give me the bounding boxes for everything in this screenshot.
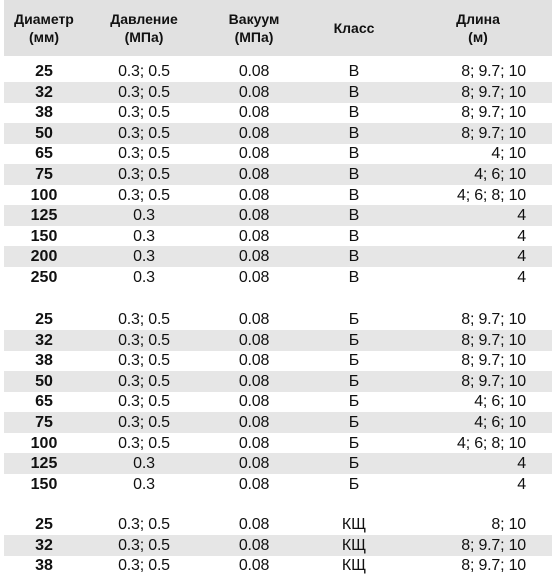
cell-class: Б [348, 331, 360, 349]
cell-diameter: 250 [30, 269, 58, 286]
cell-vacuum: 0.08 [238, 516, 270, 533]
cell-class: Б [348, 372, 360, 390]
table-row [4, 555, 552, 576]
cell-length: 8; 9.7; 10 [461, 331, 526, 349]
cell-diameter: 25 [35, 63, 53, 80]
cell-diameter: 32 [35, 536, 53, 554]
cell-diameter: 38 [35, 104, 53, 122]
cell-diameter: 38 [35, 352, 53, 370]
cell-length: 8; 9.7; 10 [461, 536, 526, 554]
cell-length: 8; 9.7; 10 [461, 83, 526, 101]
cell-diameter: 50 [35, 124, 53, 142]
header-diameter: Диаметр (мм) [14, 11, 74, 45]
cell-vacuum: 0.08 [238, 331, 270, 349]
table-row [4, 453, 552, 474]
cell-length: 8; 9.7; 10 [461, 557, 526, 575]
table-row [4, 164, 552, 185]
cell-vacuum: 0.08 [238, 434, 270, 452]
cell-pressure: 0.3; 0.5 [118, 104, 170, 122]
cell-vacuum: 0.08 [238, 104, 270, 122]
cell-length: 4; 6; 10 [474, 393, 526, 411]
cell-vacuum: 0.08 [238, 145, 270, 163]
cell-pressure: 0.3; 0.5 [118, 124, 170, 142]
cell-length: 4 [517, 269, 526, 286]
table-row [4, 226, 552, 247]
cell-class: В [348, 145, 360, 163]
cell-diameter: 25 [35, 516, 53, 533]
cell-length: 4 [517, 227, 526, 245]
cell-class: В [348, 269, 360, 286]
cell-diameter: 125 [30, 207, 58, 225]
table-row [4, 267, 552, 288]
cell-length: 8; 9.7; 10 [461, 311, 526, 328]
cell-pressure: 0.3 [133, 269, 155, 286]
cell-vacuum: 0.08 [238, 414, 270, 431]
cell-pressure: 0.3; 0.5 [118, 393, 170, 411]
cell-pressure: 0.3; 0.5 [118, 83, 170, 101]
table-row [4, 433, 552, 454]
cell-diameter: 32 [35, 331, 53, 349]
cell-length: 4 [517, 248, 526, 266]
cell-class: Б [348, 455, 360, 473]
cell-class: В [348, 104, 360, 122]
cell-vacuum: 0.08 [238, 207, 270, 225]
cell-class: КЩ [341, 557, 367, 575]
cell-vacuum: 0.08 [238, 186, 270, 204]
table-row [4, 474, 552, 495]
cell-vacuum: 0.08 [238, 269, 270, 286]
cell-diameter: 150 [30, 227, 58, 245]
cell-pressure: 0.3; 0.5 [118, 434, 170, 452]
cell-diameter: 65 [35, 145, 53, 163]
table-row [4, 102, 552, 123]
cell-length: 8; 9.7; 10 [461, 104, 526, 122]
cell-vacuum: 0.08 [238, 372, 270, 390]
cell-class: Б [348, 311, 360, 328]
cell-class: В [348, 186, 360, 204]
cell-class: В [348, 207, 360, 225]
cell-pressure: 0.3; 0.5 [118, 186, 170, 204]
cell-length: 4; 6; 8; 10 [457, 186, 526, 204]
cell-diameter: 65 [35, 393, 53, 411]
cell-pressure: 0.3; 0.5 [118, 536, 170, 554]
cell-vacuum: 0.08 [238, 536, 270, 554]
cell-length: 4; 6; 10 [474, 166, 526, 183]
cell-vacuum: 0.08 [238, 63, 270, 80]
cell-vacuum: 0.08 [238, 352, 270, 370]
header-pressure: Давление (МПа) [110, 11, 178, 45]
cell-pressure: 0.3 [133, 455, 155, 473]
table-row [4, 143, 552, 164]
cell-diameter: 25 [35, 311, 53, 328]
cell-diameter: 100 [30, 434, 58, 452]
cell-class: В [348, 248, 360, 266]
cell-vacuum: 0.08 [238, 124, 270, 142]
cell-class: Б [348, 434, 360, 452]
cell-length: 4 [517, 455, 526, 473]
cell-length: 4; 6; 10 [474, 414, 526, 431]
cell-length: 4 [517, 475, 526, 493]
table-row [4, 309, 552, 330]
cell-class: В [348, 83, 360, 101]
cell-length: 8; 9.7; 10 [461, 352, 526, 370]
cell-vacuum: 0.08 [238, 227, 270, 245]
cell-vacuum: 0.08 [238, 393, 270, 411]
cell-vacuum: 0.08 [238, 83, 270, 101]
cell-pressure: 0.3; 0.5 [118, 63, 170, 80]
table-row [4, 514, 552, 535]
table-row [4, 246, 552, 267]
cell-class: КЩ [341, 516, 367, 533]
cell-diameter: 38 [35, 557, 53, 575]
table-row [4, 350, 552, 371]
cell-pressure: 0.3; 0.5 [118, 331, 170, 349]
cell-class: В [348, 166, 360, 183]
cell-diameter: 125 [30, 455, 58, 473]
cell-class: В [348, 63, 360, 80]
cell-pressure: 0.3 [133, 475, 155, 493]
cell-class: Б [348, 393, 360, 411]
table-row [4, 123, 552, 144]
cell-diameter: 50 [35, 372, 53, 390]
table-header [4, 0, 552, 56]
header-length: Длина (м) [456, 11, 500, 45]
cell-pressure: 0.3 [133, 248, 155, 266]
cell-diameter: 100 [30, 186, 58, 204]
cell-pressure: 0.3; 0.5 [118, 516, 170, 533]
cell-vacuum: 0.08 [238, 166, 270, 183]
table-row [4, 61, 552, 82]
table-row [4, 391, 552, 412]
cell-class: В [348, 227, 360, 245]
cell-diameter: 75 [35, 166, 53, 183]
table-row [4, 185, 552, 206]
cell-length: 8; 9.7; 10 [461, 372, 526, 390]
cell-pressure: 0.3 [133, 207, 155, 225]
cell-pressure: 0.3; 0.5 [118, 414, 170, 431]
table-row [4, 205, 552, 226]
cell-diameter: 150 [30, 475, 58, 493]
cell-pressure: 0.3; 0.5 [118, 352, 170, 370]
table-row [4, 82, 552, 103]
cell-pressure: 0.3; 0.5 [118, 311, 170, 328]
table-row [4, 330, 552, 351]
cell-pressure: 0.3 [133, 227, 155, 245]
cell-class: Б [348, 352, 360, 370]
table-row [4, 412, 552, 433]
cell-length: 8; 10 [491, 516, 526, 533]
cell-vacuum: 0.08 [238, 248, 270, 266]
cell-diameter: 32 [35, 83, 53, 101]
cell-vacuum: 0.08 [238, 311, 270, 328]
cell-class: КЩ [341, 536, 367, 554]
cell-pressure: 0.3; 0.5 [118, 145, 170, 163]
table-row [4, 535, 552, 556]
cell-length: 8; 9.7; 10 [461, 124, 526, 142]
cell-class: В [348, 124, 360, 142]
cell-length: 4 [517, 207, 526, 225]
header-class: Класс [333, 20, 375, 36]
cell-vacuum: 0.08 [238, 557, 270, 575]
cell-length: 4; 10 [491, 145, 526, 163]
cell-length: 8; 9.7; 10 [461, 63, 526, 80]
table-row [4, 371, 552, 392]
cell-length: 4; 6; 8; 10 [457, 434, 526, 452]
cell-diameter: 200 [30, 248, 58, 266]
cell-pressure: 0.3; 0.5 [118, 166, 170, 183]
cell-class: Б [348, 475, 360, 493]
cell-pressure: 0.3; 0.5 [118, 372, 170, 390]
cell-vacuum: 0.08 [238, 455, 270, 473]
header-vacuum: Вакуум (МПа) [228, 11, 280, 45]
cell-diameter: 75 [35, 414, 53, 431]
cell-class: Б [348, 414, 360, 431]
cell-vacuum: 0.08 [238, 475, 270, 493]
cell-pressure: 0.3; 0.5 [118, 557, 170, 575]
